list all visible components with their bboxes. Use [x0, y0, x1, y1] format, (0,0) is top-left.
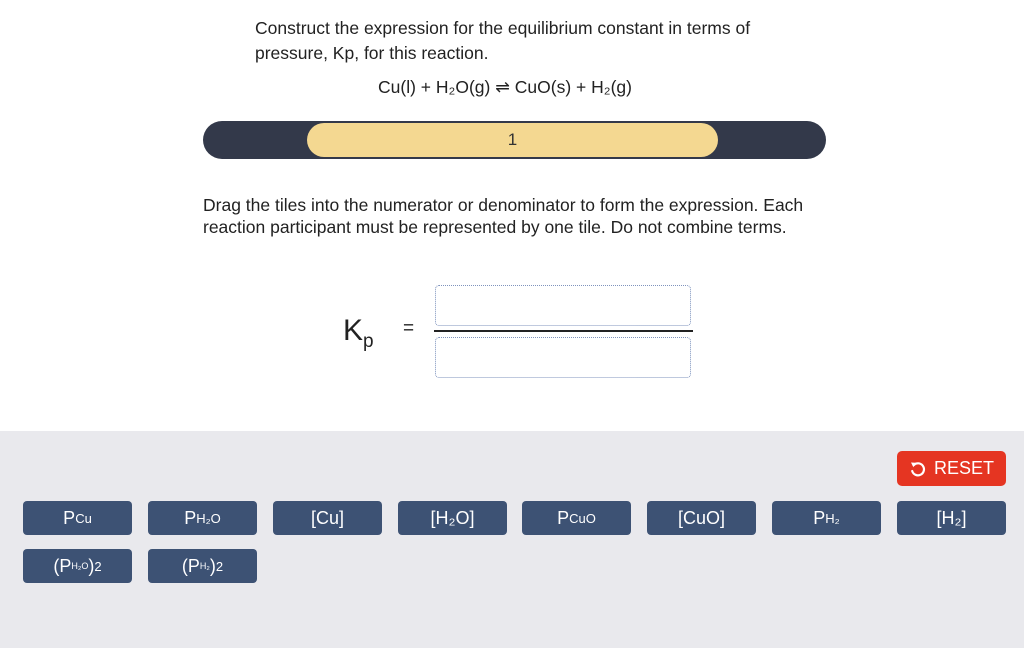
reactant-water: H₂O(g) [435, 77, 491, 97]
tile-subscript: H₂O [71, 561, 89, 571]
question-prompt: Construct the expression for the equilibrium constant in terms of pressure, Kp, for this reaction. [255, 18, 751, 63]
tile-base: (P [181, 555, 200, 576]
undo-icon [909, 460, 927, 478]
equilibrium-arrow: ⇌ [495, 77, 510, 97]
progress-bar [203, 121, 826, 159]
tile-base: P [184, 507, 197, 528]
tile-conc-h2[interactable]: [H₂] [897, 501, 1006, 535]
plus-sign: + [420, 77, 432, 97]
plus-sign: + [576, 77, 587, 97]
reset-button[interactable] [897, 451, 1006, 486]
tile-base: P [557, 507, 570, 528]
tile-subscript: CuO [569, 510, 596, 526]
progress-fill [307, 123, 718, 157]
denominator-dropzone[interactable] [435, 337, 691, 378]
tile-base: P [63, 507, 76, 528]
tile-exponent: 2 [215, 558, 224, 574]
tile-base: P [813, 507, 826, 528]
product-hydrogen: H₂(g) [591, 77, 632, 97]
tile-subscript: H₂ [825, 510, 840, 526]
kp-subscript: p [363, 331, 374, 352]
tile-base: (P [53, 555, 72, 576]
tile-close-paren: ) [88, 555, 95, 576]
kp-letter: K [343, 314, 364, 347]
tile-p-h2o[interactable] [148, 501, 257, 535]
tile-tray [0, 431, 1024, 648]
tile-subscript: Cu [75, 510, 92, 526]
tile-conc-cu[interactable]: [Cu] [273, 501, 382, 535]
tile-conc-h2o[interactable]: [H₂O] [398, 501, 507, 535]
tile-close-paren: ) [209, 555, 216, 576]
equals-sign: = [403, 318, 415, 339]
tile-subscript: H₂O [196, 510, 221, 526]
tile-subscript: H₂ [199, 561, 210, 571]
tile-p-cuo[interactable] [522, 501, 631, 535]
reset-label: RESET [933, 458, 994, 478]
tile-exponent: 2 [94, 558, 102, 574]
tile-p-h2-squared[interactable] [148, 549, 257, 583]
reaction-equation [378, 75, 632, 99]
tile-p-h2[interactable] [772, 501, 881, 535]
fraction-bar [434, 330, 693, 332]
kp-symbol [343, 314, 374, 359]
tile-p-cu[interactable] [23, 501, 132, 535]
tile-p-h2o-squared[interactable] [23, 549, 132, 583]
product-copper-oxide: CuO(s) [514, 77, 572, 97]
numerator-dropzone[interactable] [435, 285, 691, 326]
reactant-copper: Cu(l) [378, 77, 416, 97]
tile-conc-cuo[interactable]: [CuO] [647, 501, 756, 535]
progress-label: 1 [507, 130, 518, 149]
instructions-text: Drag the tiles into the numerator or denominator to form the expression. Each reaction participant must be represented by one tile. Do not combine terms. [203, 195, 804, 237]
